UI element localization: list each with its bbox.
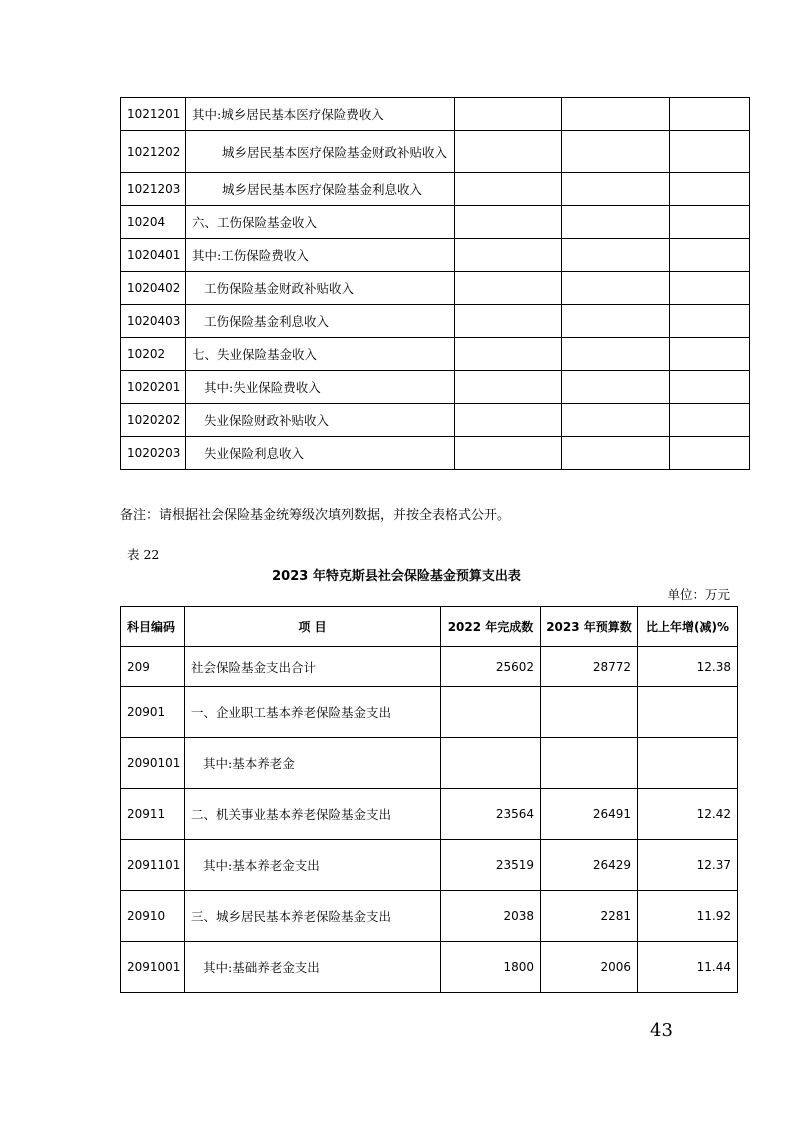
table-row	[121, 371, 750, 404]
empty-cell	[455, 131, 562, 173]
row-name: 其中:工伤保险费收入	[186, 239, 455, 272]
row-2023-value: 28772	[541, 647, 638, 687]
row-name: 六、工伤保险基金收入	[186, 206, 455, 239]
row-code: 1020203	[121, 437, 186, 470]
header-2023: 2023 年预算数	[541, 607, 638, 647]
empty-cell	[562, 131, 670, 173]
row-code: 2091001	[121, 942, 185, 993]
row-change-pct: 12.42	[638, 789, 738, 840]
row-name: 其中:失业保险费收入	[186, 371, 455, 404]
row-code: 20910	[121, 891, 185, 942]
empty-cell	[562, 305, 670, 338]
row-code: 2090101	[121, 738, 185, 789]
row-name: 其中:基本养老金	[185, 738, 441, 789]
row-name: 城乡居民基本医疗保险基金利息收入	[186, 173, 455, 206]
row-code: 20901	[121, 687, 185, 738]
row-change-pct: 12.38	[638, 647, 738, 687]
table-row	[121, 338, 750, 371]
row-code: 1020202	[121, 404, 186, 437]
table-row	[121, 272, 750, 305]
unit-label: 单位：万元	[667, 587, 730, 602]
empty-cell	[455, 437, 562, 470]
empty-cell	[670, 371, 750, 404]
header-item: 项 目	[185, 607, 441, 647]
row-2022-value	[441, 738, 541, 789]
row-code: 1020401	[121, 239, 186, 272]
row-2022-value: 23564	[441, 789, 541, 840]
table-header-row	[121, 607, 738, 647]
row-name: 社会保险基金支出合计	[185, 647, 441, 687]
row-2023-value: 26429	[541, 840, 638, 891]
table-row	[121, 891, 738, 942]
empty-cell	[670, 305, 750, 338]
row-name: 其中:基本养老金支出	[185, 840, 441, 891]
row-code: 1020402	[121, 272, 186, 305]
empty-cell	[670, 437, 750, 470]
row-2023-value	[541, 738, 638, 789]
empty-cell	[455, 173, 562, 206]
income-table-continued	[120, 97, 750, 470]
table-row	[121, 942, 738, 993]
page-number: 43	[650, 1020, 673, 1041]
row-change-pct	[638, 687, 738, 738]
row-code: 10202	[121, 338, 186, 371]
empty-cell	[670, 173, 750, 206]
empty-cell	[670, 404, 750, 437]
row-2023-value: 2281	[541, 891, 638, 942]
table-row	[121, 738, 738, 789]
row-name: 城乡居民基本医疗保险基金财政补贴收入	[186, 131, 455, 173]
row-2022-value: 25602	[441, 647, 541, 687]
empty-cell	[455, 239, 562, 272]
empty-cell	[670, 338, 750, 371]
row-2022-value: 1800	[441, 942, 541, 993]
row-name: 一、企业职工基本养老保险基金支出	[185, 687, 441, 738]
row-2023-value	[541, 687, 638, 738]
table-row	[121, 437, 750, 470]
page-title: 2023 年特克斯县社会保险基金预算支出表	[272, 569, 521, 584]
row-2022-value	[441, 687, 541, 738]
table-row	[121, 687, 738, 738]
empty-cell	[562, 98, 670, 131]
table-row	[121, 173, 750, 206]
row-code: 209	[121, 647, 185, 687]
note-text: 备注：请根据社会保险基金统筹级次填列数据，并按全表格式公开。	[120, 508, 511, 523]
empty-cell	[670, 131, 750, 173]
empty-cell	[562, 239, 670, 272]
row-change-pct: 12.37	[638, 840, 738, 891]
row-change-pct: 11.92	[638, 891, 738, 942]
empty-cell	[562, 338, 670, 371]
empty-cell	[670, 272, 750, 305]
row-2022-value: 2038	[441, 891, 541, 942]
row-name: 二、机关事业基本养老保险基金支出	[185, 789, 441, 840]
empty-cell	[562, 371, 670, 404]
empty-cell	[455, 371, 562, 404]
empty-cell	[562, 404, 670, 437]
row-name: 七、失业保险基金收入	[186, 338, 455, 371]
row-name: 其中:基础养老金支出	[185, 942, 441, 993]
empty-cell	[670, 206, 750, 239]
empty-cell	[562, 437, 670, 470]
row-change-pct	[638, 738, 738, 789]
header-2022: 2022 年完成数	[441, 607, 541, 647]
expenditure-table	[120, 606, 738, 993]
row-change-pct: 11.44	[638, 942, 738, 993]
table-row	[121, 98, 750, 131]
table-row	[121, 305, 750, 338]
row-code: 10204	[121, 206, 186, 239]
row-2023-value: 26491	[541, 789, 638, 840]
empty-cell	[562, 173, 670, 206]
row-2022-value: 23519	[441, 840, 541, 891]
row-code: 1021202	[121, 131, 186, 173]
table-number: 表 22	[127, 547, 160, 562]
empty-cell	[562, 206, 670, 239]
empty-cell	[670, 239, 750, 272]
row-name: 工伤保险基金利息收入	[186, 305, 455, 338]
empty-cell	[455, 305, 562, 338]
empty-cell	[455, 404, 562, 437]
row-name: 失业保险财政补贴收入	[186, 404, 455, 437]
row-name: 三、城乡居民基本养老保险基金支出	[185, 891, 441, 942]
table-row	[121, 239, 750, 272]
row-name: 失业保险利息收入	[186, 437, 455, 470]
header-change: 比上年增(减)%	[638, 607, 738, 647]
table-row	[121, 206, 750, 239]
row-code: 1021203	[121, 173, 186, 206]
row-name: 工伤保险基金财政补贴收入	[186, 272, 455, 305]
row-code: 1021201	[121, 98, 186, 131]
row-name: 其中:城乡居民基本医疗保险费收入	[186, 98, 455, 131]
table-row	[121, 647, 738, 687]
empty-cell	[455, 98, 562, 131]
table-row	[121, 404, 750, 437]
empty-cell	[562, 272, 670, 305]
row-code: 2091101	[121, 840, 185, 891]
row-2023-value: 2006	[541, 942, 638, 993]
empty-cell	[670, 98, 750, 131]
row-code: 20911	[121, 789, 185, 840]
row-code: 1020403	[121, 305, 186, 338]
empty-cell	[455, 206, 562, 239]
header-code: 科目编码	[121, 607, 185, 647]
empty-cell	[455, 272, 562, 305]
row-code: 1020201	[121, 371, 186, 404]
table-row	[121, 131, 750, 173]
table-row	[121, 840, 738, 891]
table-row	[121, 789, 738, 840]
empty-cell	[455, 338, 562, 371]
